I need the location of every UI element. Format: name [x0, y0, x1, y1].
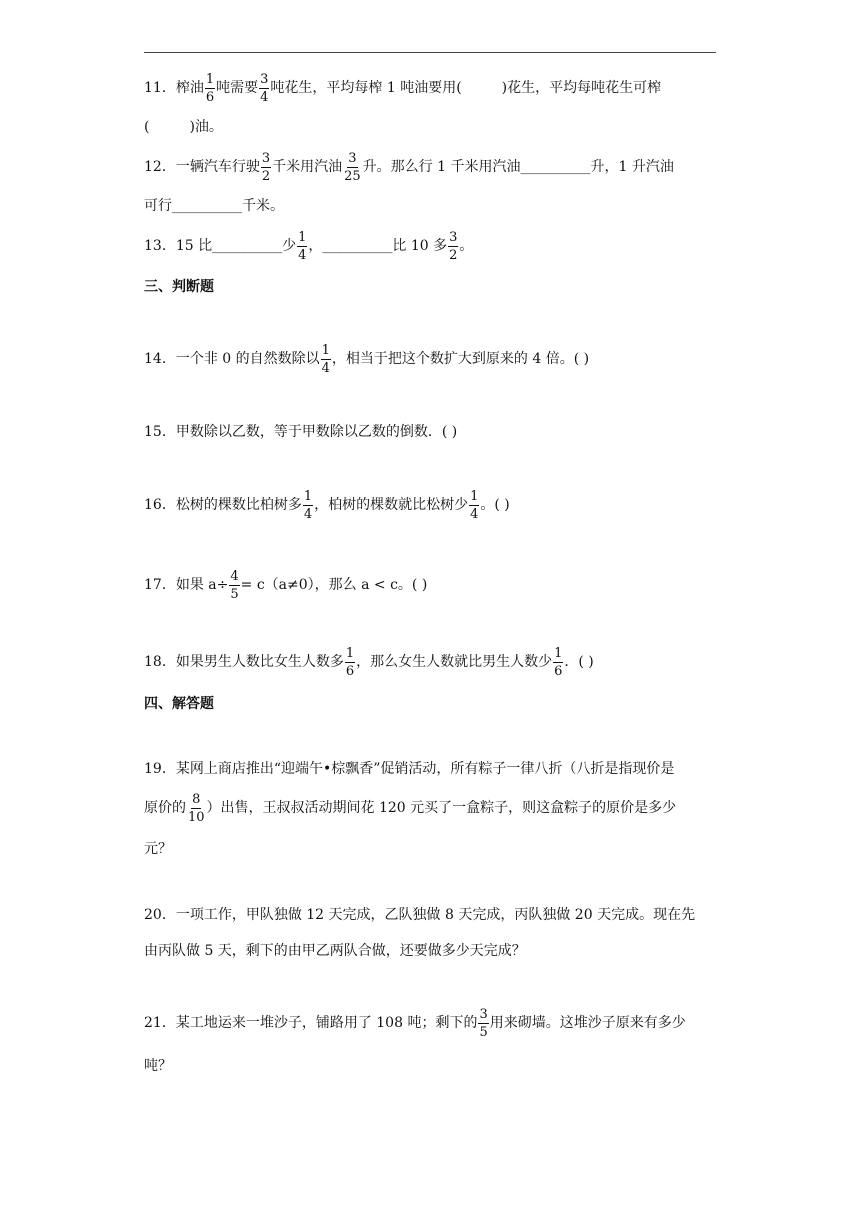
- question-number: 12．: [144, 159, 176, 175]
- question-21-line-1: 21． 某工地运来一堆沙子，铺路用了 108 吨；剩下的 $\frac{3}{5}$ 用来砌墙。这堆沙子原来有多少: [144, 1006, 686, 1040]
- question-number: 13．: [144, 238, 176, 254]
- question-12-line-1: 12． 一辆汽车行驶 $\frac{3}{2}$ 千米用汽油 $\frac{3}{25}$ 升。那么行 1 千米用汽油__________升，1 升汽油: [144, 150, 674, 184]
- fraction: $\frac{3}{4}$: [260, 71, 269, 105]
- fraction: $\frac{1}{6}$: [554, 645, 563, 679]
- fraction: $\frac{3}{2}$: [449, 229, 458, 263]
- header-rule: [144, 52, 716, 53]
- section-heading-judgement: 三、判断题: [144, 279, 214, 295]
- fraction: $\frac{3}{2}$: [261, 150, 271, 184]
- question-12-line-2: 可行__________千米。: [144, 198, 284, 214]
- fraction: $\frac{3}{25}$: [344, 150, 361, 184]
- fraction: $\frac{3}{5}$: [479, 1006, 488, 1040]
- question-15: 15． 甲数除以乙数，等于甲数除以乙数的倒数．( ): [144, 424, 458, 440]
- fraction: $\frac{1}{4}$: [303, 488, 313, 522]
- question-number: 15．: [144, 424, 176, 440]
- question-number: 16．: [144, 497, 176, 513]
- question-21-line-2: 吨？: [144, 1058, 172, 1074]
- question-19-line-1: 19． 某网上商店推出“迎端午•棕飘香”促销活动，所有粽子一律八折（八折是指现价是: [144, 761, 675, 777]
- question-13: 13． 15 比__________少 $\frac{1}{4}$ ，__________比 10 多 $\frac{3}{2}$ 。: [144, 229, 474, 263]
- question-18: 18． 如果男生人数比女生人数多 $\frac{1}{6}$ ，那么女生人数就比男生人数少 $\frac{1}{6}$ ．( ): [144, 645, 594, 679]
- question-number: 11．: [144, 80, 176, 96]
- fraction: $\frac{1}{6}$: [345, 645, 355, 679]
- question-20-line-1: 20． 一项工作，甲队独做 12 天完成，乙队独做 8 天完成，丙队独做 20 天完成。现在先: [144, 907, 696, 923]
- question-19-line-2: 原价的 $\frac{8}{10}$ ）出售，王叔叔活动期间花 120 元买了一盒粽子，则这盒粽子的原价是多少: [144, 791, 677, 825]
- question-16: 16． 松树的棵数比柏树多 $\frac{1}{4}$ ，柏树的棵数就比松树少 $\frac{1}{4}$ 。( ): [144, 488, 510, 522]
- question-19-line-3: 元？: [144, 841, 172, 857]
- question-17: 17． 如果 a÷ $\frac{4}{5}$ = c（a≠0），那么 a < c。( ): [144, 568, 428, 602]
- question-number: 17．: [144, 577, 176, 593]
- question-20-line-2: 由丙队做 5 天，剩下的由甲乙两队合做，还要做多少天完成？: [144, 943, 526, 959]
- fraction: $\frac{1}{4}$: [298, 229, 307, 263]
- fraction: $\frac{1}{4}$: [321, 342, 330, 376]
- question-number: 19．: [144, 761, 176, 777]
- section-heading-problems: 四、解答题: [144, 696, 214, 712]
- fraction: $\frac{1}{6}$: [205, 71, 215, 105]
- question-number: 21．: [144, 1015, 176, 1031]
- question-number: 14．: [144, 351, 176, 367]
- fraction: $\frac{1}{4}$: [470, 488, 479, 522]
- question-number: 20．: [144, 907, 176, 923]
- fraction: $\frac{8}{10}$: [188, 791, 205, 825]
- question-number: 18．: [144, 654, 176, 670]
- question-11-line-2: ( )油。: [144, 119, 223, 135]
- question-11-line-1: 11． 榨油 $\frac{1}{6}$ 吨需要 $\frac{3}{4}$ 吨花生，平均每榨 1 吨油要用( )花生，平均每吨花生可榨: [144, 71, 662, 105]
- fraction: $\frac{4}{5}$: [230, 568, 239, 602]
- question-14: 14． 一个非 0 的自然数除以 $\frac{1}{4}$ ，相当于把这个数扩大到原来的 4 倍。( ): [144, 342, 590, 376]
